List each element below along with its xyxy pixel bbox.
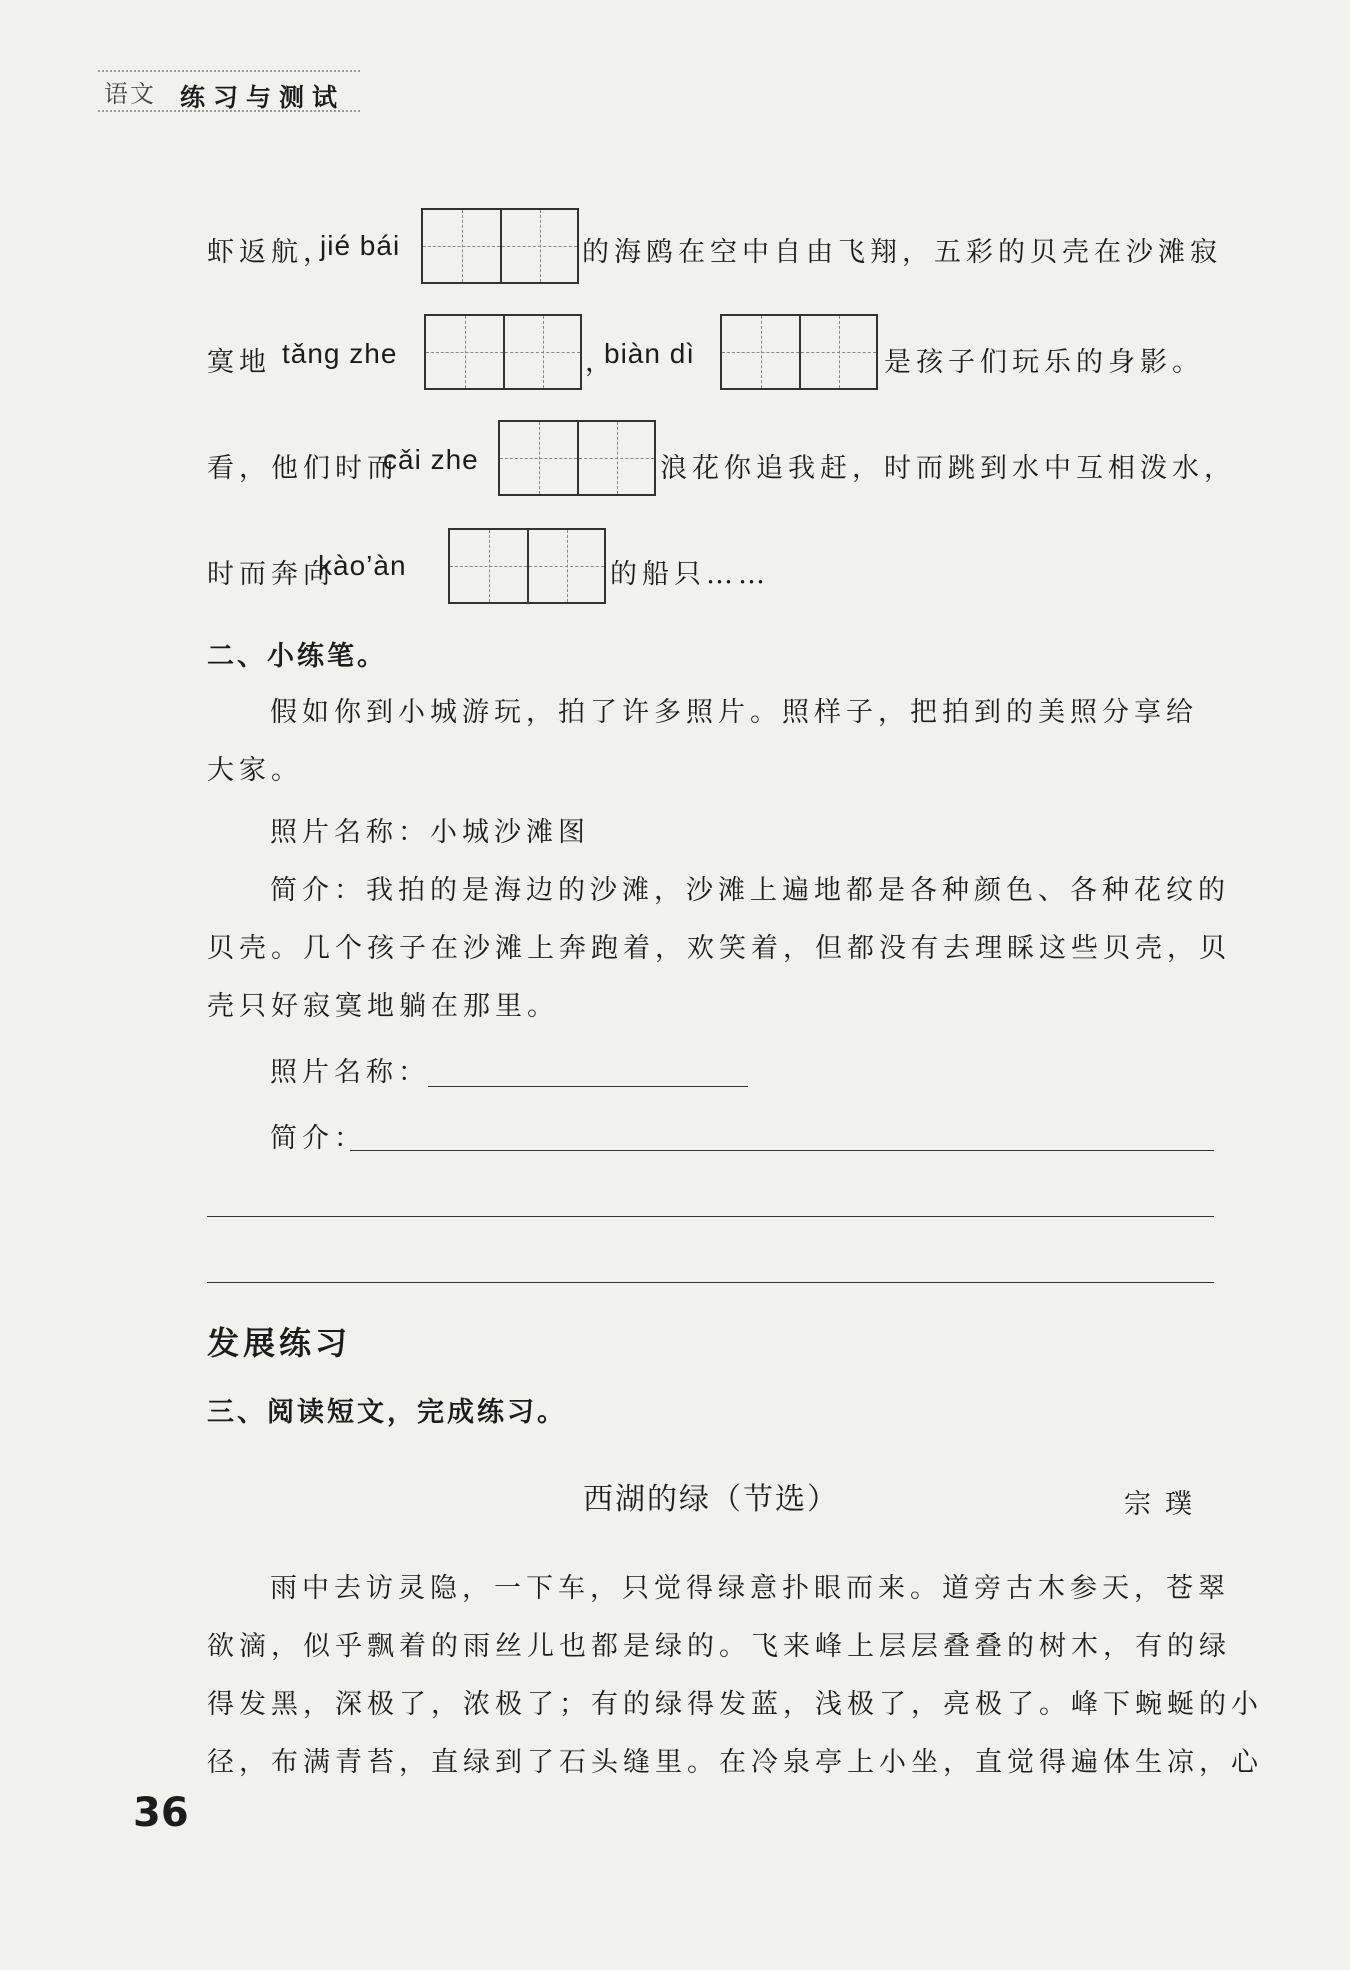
ex2-prompt-line2: 大家。 — [207, 755, 303, 786]
writing-grid-1[interactable] — [421, 208, 579, 284]
ex1-line2-post: 是孩子们玩乐的身影。 — [884, 347, 1204, 378]
grid-cell[interactable] — [722, 316, 799, 388]
ex3-heading: 三、阅读短文，完成练习。 — [207, 1397, 567, 1428]
ex1-line4-pinyin: kào’àn — [318, 550, 407, 581]
ex1-line3-post: 浪花你追我赶，时而跳到水中互相泼水， — [660, 453, 1236, 484]
grid-cell[interactable] — [503, 316, 580, 388]
ex2-example-intro-line2: 贝壳。几个孩子在沙滩上奔跑着，欢笑着，但都没有去理睬这些贝壳，贝 — [207, 933, 1231, 964]
ex2-example-intro-line1: 简介：我拍的是海边的沙滩，沙滩上遍地都是各种颜色、各种花纹的 — [270, 875, 1230, 906]
paragraph-line-2: 欲滴，似乎飘着的雨丝儿也都是绿的。飞来峰上层层叠叠的树木，有的绿 — [207, 1631, 1231, 1662]
intro-answer-line-1[interactable] — [350, 1150, 1214, 1151]
article-author: 宗璞 — [1124, 1489, 1206, 1520]
intro-answer-line-2[interactable] — [207, 1216, 1214, 1217]
intro-answer-line-3[interactable] — [207, 1282, 1214, 1283]
page-number: 36 — [133, 1790, 189, 1836]
intro-label: 简介： — [270, 1123, 366, 1154]
ex2-example-name: 照片名称：小城沙滩图 — [270, 817, 590, 848]
ex1-line4-post: 的船只…… — [610, 559, 770, 590]
ex1-line1-pinyin: jié bái — [320, 230, 401, 261]
ex1-line2-pre: 寞地 — [207, 347, 271, 378]
ex1-line1-post: 的海鸥在空中自由飞翔，五彩的贝壳在沙滩寂 — [582, 237, 1222, 268]
ex1-line3-pinyin: cǎi zhe — [383, 444, 479, 475]
ex1-line3-pre: 看，他们时而 — [207, 453, 399, 484]
grid-cell[interactable] — [577, 422, 654, 494]
paragraph-line-4: 径，布满青苔，直绿到了石头缝里。在冷泉亭上小坐，直觉得遍体生凉，心 — [207, 1747, 1263, 1778]
header-subject: 语文 — [104, 80, 156, 108]
ex2-prompt-line1: 假如你到小城游玩，拍了许多照片。照样子，把拍到的美照分享给 — [270, 697, 1198, 728]
ex2-example-intro-line3: 壳只好寂寞地躺在那里。 — [207, 991, 559, 1022]
grid-cell[interactable] — [799, 316, 876, 388]
writing-grid-2[interactable] — [424, 314, 582, 390]
ex2-heading: 二、小练笔。 — [207, 641, 387, 672]
grid-cell[interactable] — [426, 316, 503, 388]
article-title: 西湖的绿（节选） — [583, 1482, 839, 1517]
ex1-line4-pre: 时而奔向 — [207, 559, 335, 590]
photo-name-label: 照片名称： — [270, 1057, 430, 1088]
section-title: 发展练习 — [207, 1324, 352, 1362]
grid-cell[interactable] — [500, 422, 577, 494]
header-title: 练习与测试 — [180, 83, 346, 112]
ex1-line2-pinyin2: biàn dì — [604, 338, 696, 369]
writing-grid-5[interactable] — [448, 528, 606, 604]
ex1-line2-mid: ， — [585, 347, 617, 378]
grid-cell[interactable] — [450, 530, 527, 602]
photo-name-answer-line[interactable] — [428, 1086, 748, 1087]
grid-cell[interactable] — [527, 530, 604, 602]
paragraph-line-1: 雨中去访灵隐，一下车，只觉得绿意扑眼而来。道旁古木参天，苍翠 — [270, 1573, 1230, 1604]
grid-cell[interactable] — [423, 210, 500, 282]
ex1-line1-pre: 虾返航， — [207, 237, 335, 268]
ex1-line2-pinyin1: tǎng zhe — [282, 338, 398, 369]
grid-cell[interactable] — [500, 210, 577, 282]
writing-grid-4[interactable] — [498, 420, 656, 496]
writing-grid-3[interactable] — [720, 314, 878, 390]
paragraph-line-3: 得发黑，深极了，浓极了；有的绿得发蓝，浅极了，亮极了。峰下蜿蜒的小 — [207, 1689, 1263, 1720]
